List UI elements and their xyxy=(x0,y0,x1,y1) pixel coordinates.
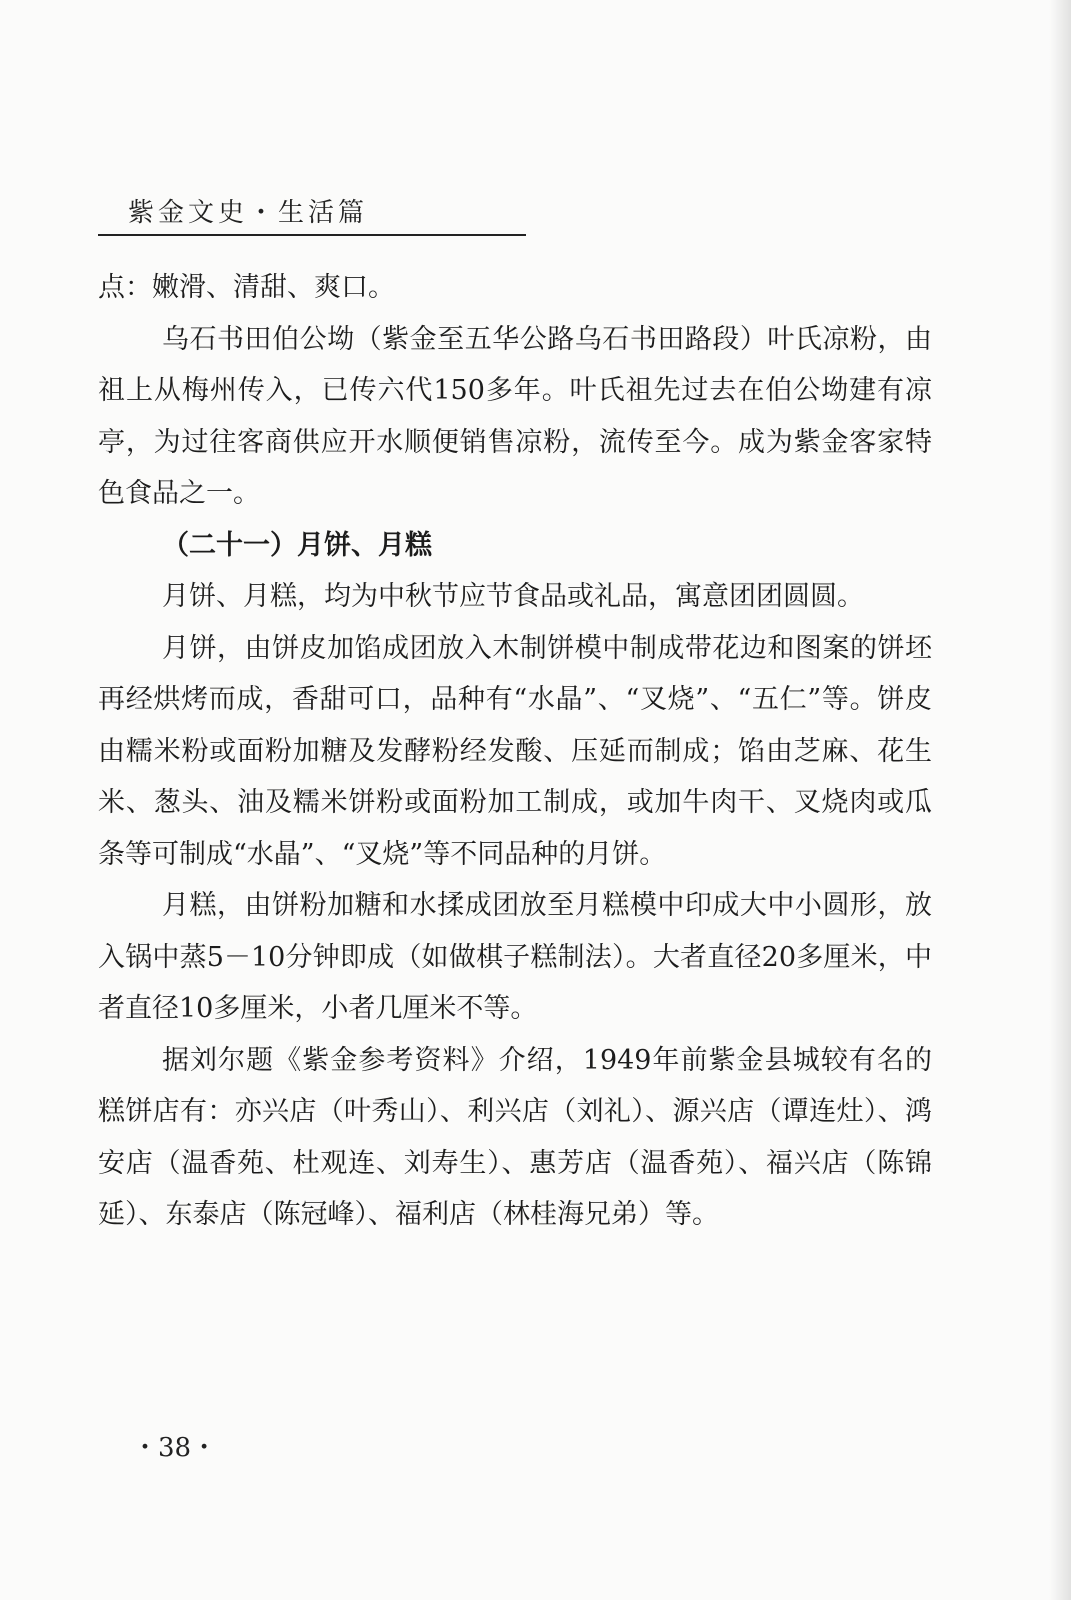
paragraph-liangfen: 乌石书田伯公坳（紫金至五华公路乌石书田路段）叶氏凉粉，由祖上从梅州传入，已传六代150多年。叶氏祖先过去在伯公坳建有凉亭，为过往客商供应开水顺便销售凉粉，流传至今。成为紫金客家特色食品之一。 xyxy=(98,323,932,509)
running-header: 紫金文史・生活篇 xyxy=(128,198,369,228)
page-number: ・38・ xyxy=(132,1433,218,1463)
section-heading: （二十一）月饼、月糕 xyxy=(162,529,432,561)
paragraph-continuation: 点：嫩滑、清甜、爽口。 xyxy=(98,272,395,303)
header-rule xyxy=(98,234,526,236)
page-body xyxy=(98,262,932,1241)
paragraph-shops: 据刘尔题《紫金参考资料》介绍，1949年前紫金县城较有名的糕饼店有：亦兴店（叶秀山）、利兴店（刘礼）、源兴店（谭连灶）、鸿安店（温香苑、杜观连、刘寿生）、惠芳店（温香苑）、福兴店（陈锦延）、东泰店（陈冠峰）、福利店（林桂海兄弟）等。 xyxy=(98,1044,932,1230)
paragraph-intro: 月饼、月糕，均为中秋节应节食品或礼品，寓意团团圆圆。 xyxy=(162,581,864,612)
paragraph-moon-cake-steamed: 月糕，由饼粉加糖和水揉成团放至月糕模中印成大中小圆形，放入锅中蒸5－10分钟即成（如做棋子糕制法）。大者直径20多厘米，中者直径10多厘米，小者几厘米不等。 xyxy=(98,890,932,1024)
paragraph-mooncake: 月饼，由饼皮加馅成团放入木制饼模中制成带花边和图案的饼坯再经烘烤而成，香甜可口，品种有“水晶”、“叉烧”、“五仁”等。饼皮由糯米粉或面粉加糖及发酵粉经发酸、压延而制成；馅由芝麻、花生米、葱头、油及糯米饼粉或面粉加工制成，或加牛肉干、叉烧肉或瓜条等可制成“水晶”、“叉烧”等不同品种的月饼。 xyxy=(98,632,932,870)
page-edge-shadow xyxy=(1049,0,1071,1600)
